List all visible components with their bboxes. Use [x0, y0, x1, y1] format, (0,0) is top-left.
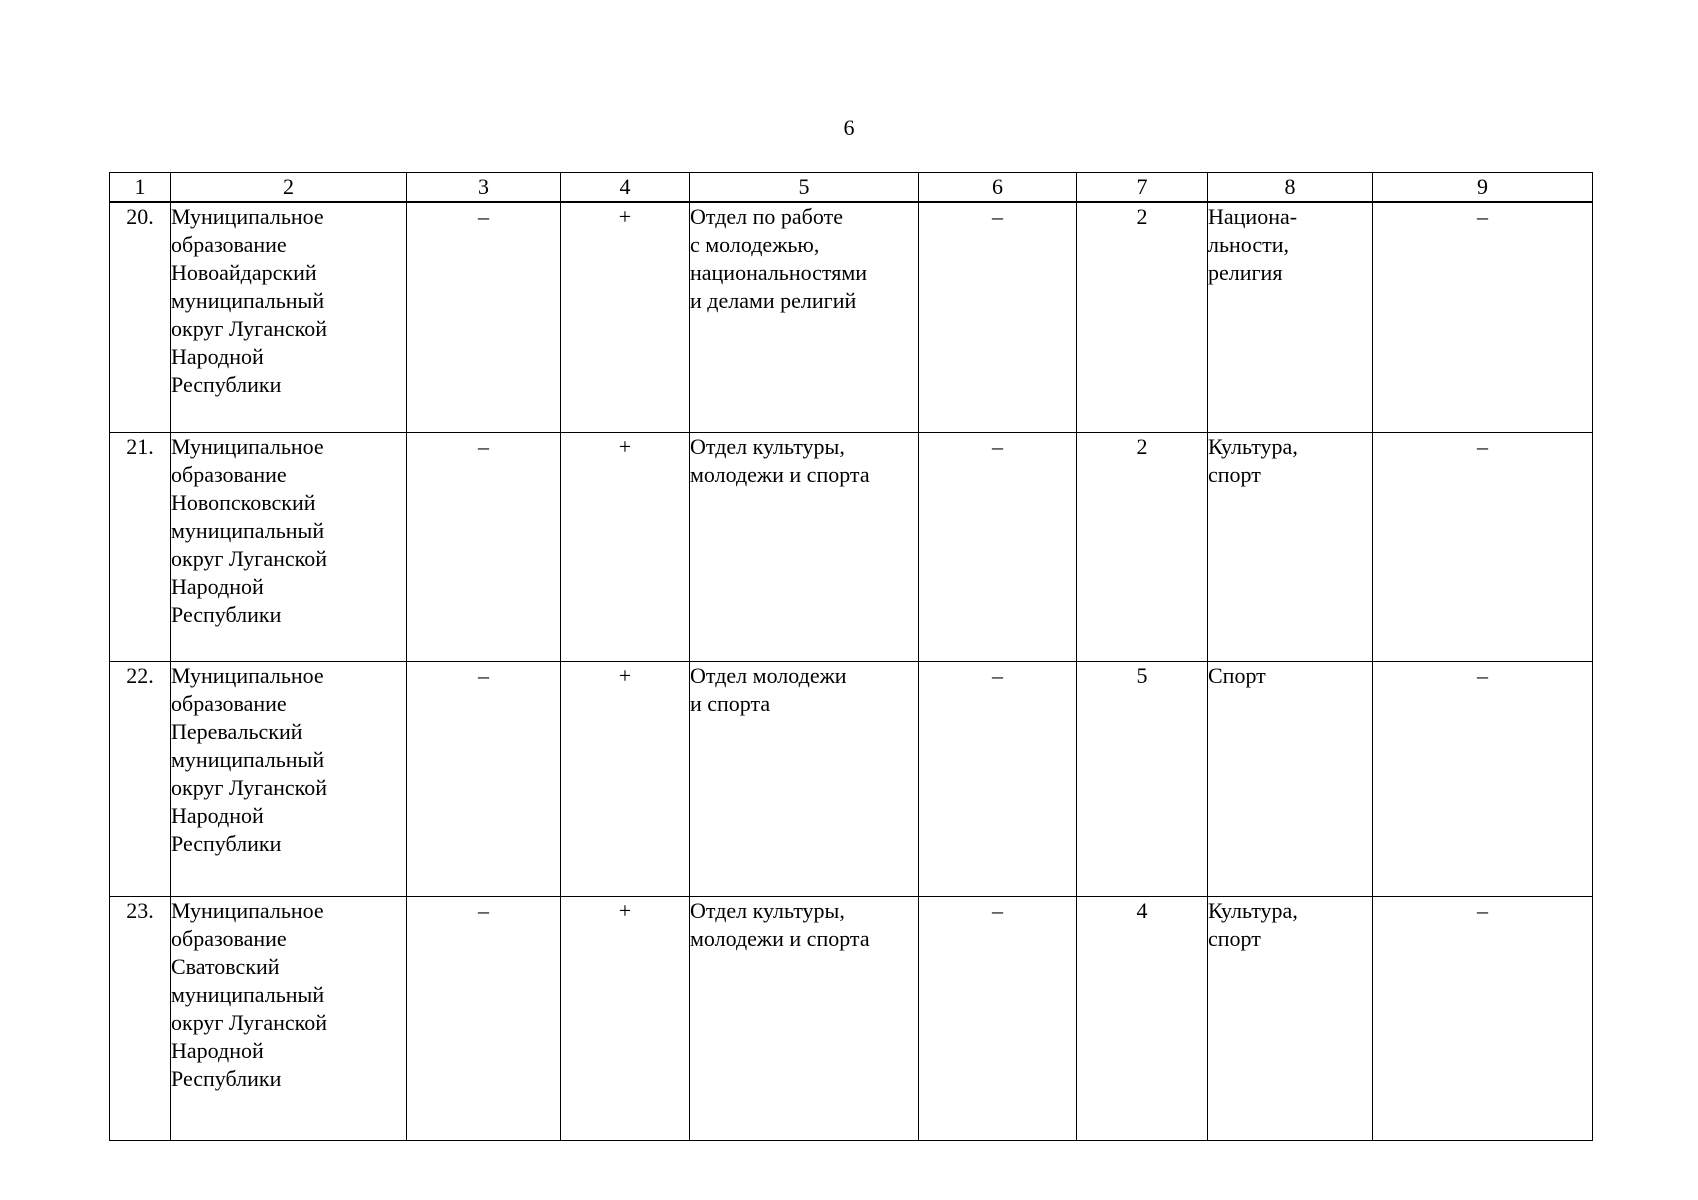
header-cell: 9 — [1373, 173, 1593, 203]
col4-cell: + — [561, 432, 690, 661]
table-row — [110, 202, 1593, 432]
department-cell: Отдел культуры, молодежи и спорта — [690, 896, 919, 1140]
col3-cell: – — [407, 661, 561, 896]
col6-cell: – — [919, 202, 1077, 432]
area-cell: Спорт — [1208, 661, 1373, 896]
col6-cell: – — [919, 896, 1077, 1140]
page-number: 6 — [843, 115, 855, 140]
row-number: 22. — [110, 661, 171, 896]
header-cell: 7 — [1077, 173, 1208, 203]
table-row — [110, 432, 1593, 661]
col7-cell: 4 — [1077, 896, 1208, 1140]
department-cell: Отдел молодежи и спорта — [690, 661, 919, 896]
col3-cell: – — [407, 202, 561, 432]
col4-cell: + — [561, 202, 690, 432]
row-number: 20. — [110, 202, 171, 432]
entity-cell: Муниципальное образование Новопсковский муниципальный округ Луганской Народной Республики — [171, 432, 407, 661]
header-cell: 5 — [690, 173, 919, 203]
row-number: 21. — [110, 432, 171, 661]
area-cell: Культура, спорт — [1208, 896, 1373, 1140]
header-cell: 6 — [919, 173, 1077, 203]
entity-cell: Муниципальное образование Новоайдарский муниципальный округ Луганской Народной Республики — [171, 202, 407, 432]
area-cell: Национа- льности, религия — [1208, 202, 1373, 432]
row-number: 23. — [110, 896, 171, 1140]
col6-cell: – — [919, 661, 1077, 896]
area-cell: Культура, спорт — [1208, 432, 1373, 661]
col3-cell: – — [407, 432, 561, 661]
department-cell: Отдел по работе с молодежью, национальностями и делами религий — [690, 202, 919, 432]
entity-cell: Муниципальное образование Перевальский муниципальный округ Луганской Народной Республики — [171, 661, 407, 896]
col9-cell: – — [1373, 202, 1593, 432]
col4-cell: + — [561, 661, 690, 896]
header-row — [110, 173, 1593, 203]
table-row — [110, 661, 1593, 896]
col7-cell: 5 — [1077, 661, 1208, 896]
col7-cell: 2 — [1077, 432, 1208, 661]
col4-cell: + — [561, 896, 690, 1140]
table-row — [110, 896, 1593, 1140]
header-cell: 1 — [110, 173, 171, 203]
entity-cell: Муниципальное образование Сватовский муниципальный округ Луганской Народной Республики — [171, 896, 407, 1140]
col7-cell: 2 — [1077, 202, 1208, 432]
header-cell: 3 — [407, 173, 561, 203]
header-cell: 8 — [1208, 173, 1373, 203]
department-cell: Отдел культуры, молодежи и спорта — [690, 432, 919, 661]
col6-cell: – — [919, 432, 1077, 661]
col9-cell: – — [1373, 432, 1593, 661]
data-table — [109, 172, 1593, 1141]
col3-cell: – — [407, 896, 561, 1140]
header-cell: 2 — [171, 173, 407, 203]
header-cell: 4 — [561, 173, 690, 203]
col9-cell: – — [1373, 661, 1593, 896]
col9-cell: – — [1373, 896, 1593, 1140]
